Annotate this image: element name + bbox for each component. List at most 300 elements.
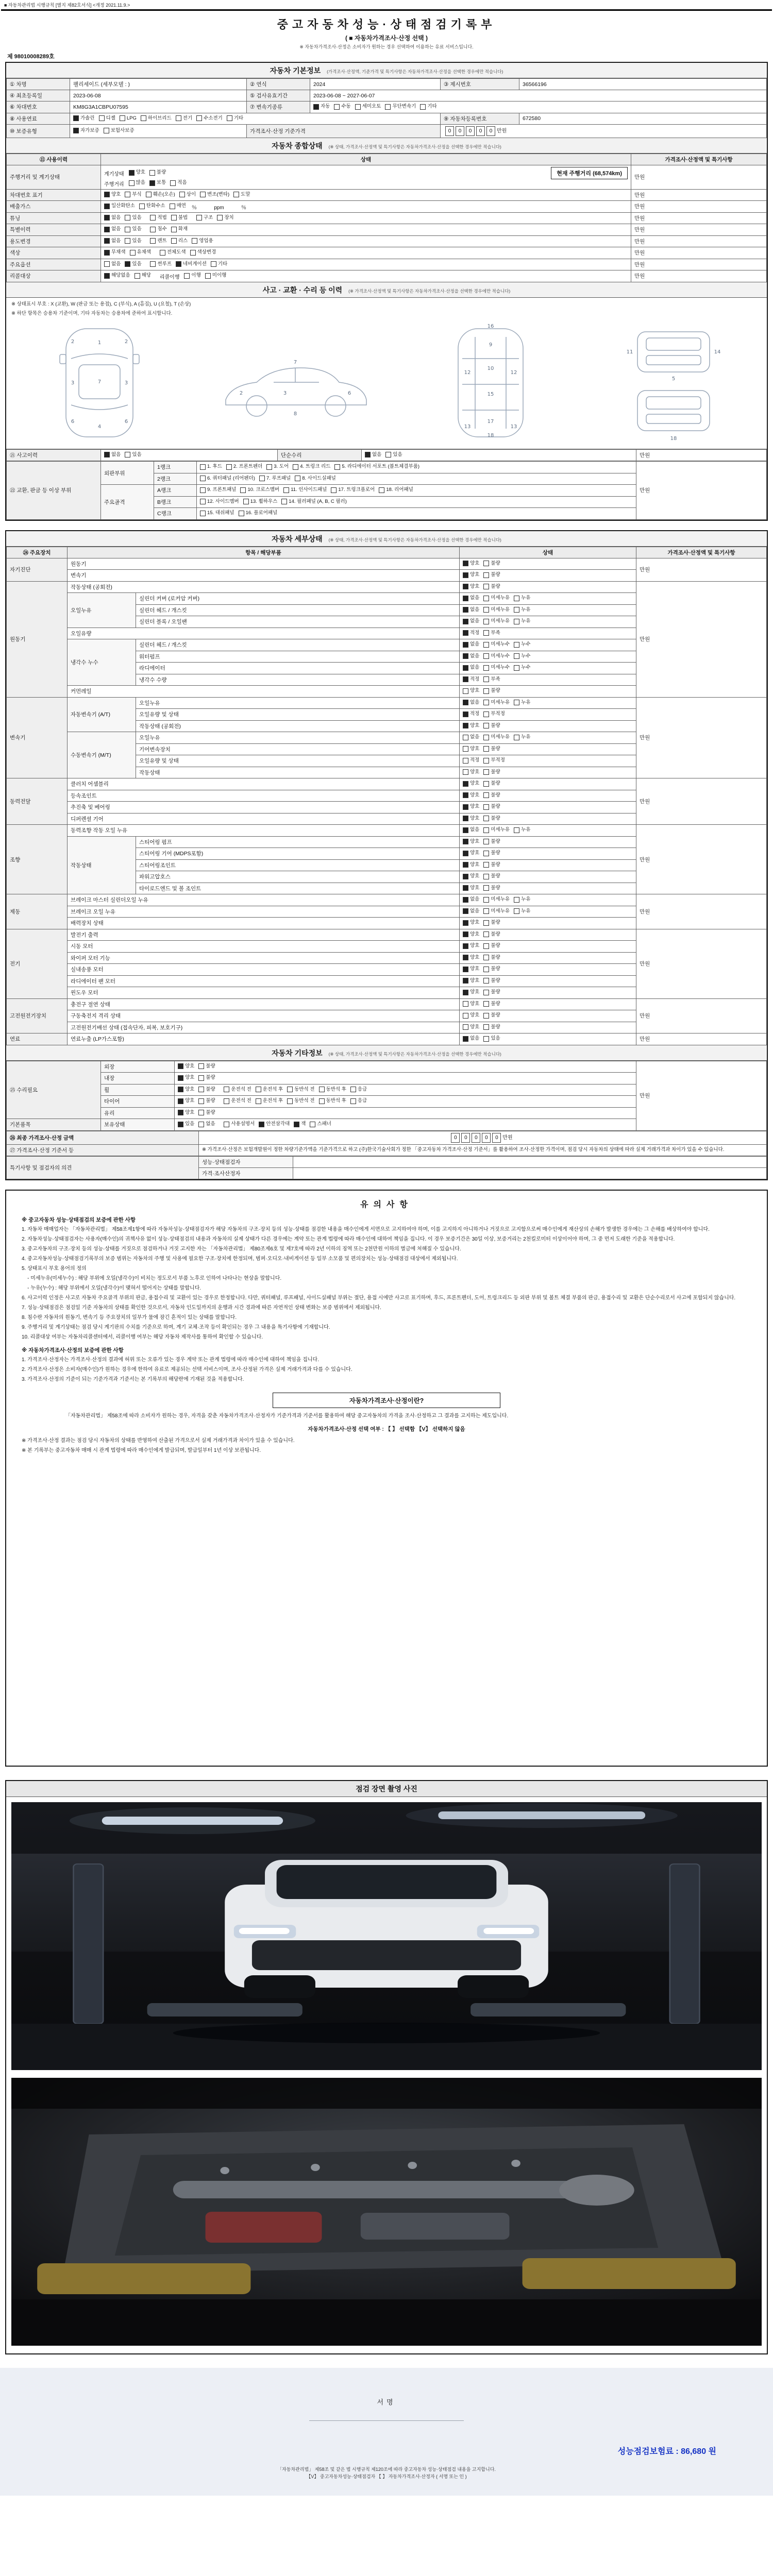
checkbox-icon — [483, 920, 489, 926]
checkbox-option[interactable] — [463, 850, 479, 856]
checkbox-option[interactable] — [141, 115, 172, 122]
svg-text:6: 6 — [347, 390, 351, 396]
checkbox-option[interactable] — [483, 641, 510, 648]
svg-text:3: 3 — [125, 380, 128, 386]
checkbox-option[interactable] — [139, 203, 165, 209]
checkbox-option[interactable] — [483, 978, 500, 984]
checkbox-option[interactable] — [99, 115, 115, 122]
checkbox-option[interactable] — [463, 711, 479, 717]
checkbox-option[interactable] — [483, 885, 500, 891]
checkbox-option[interactable] — [104, 452, 121, 458]
checkbox-icon — [178, 1110, 183, 1115]
checkbox-icon — [104, 452, 110, 457]
checkbox-option[interactable] — [129, 180, 145, 186]
checkbox-option[interactable] — [463, 816, 479, 822]
checkbox-option[interactable] — [483, 746, 500, 752]
checkbox-option[interactable] — [514, 595, 530, 601]
checkbox-option[interactable] — [463, 955, 479, 961]
checkbox-option[interactable] — [259, 476, 291, 482]
checkbox-option[interactable] — [256, 1087, 283, 1093]
checkbox-option[interactable] — [463, 584, 479, 590]
checkbox-option[interactable] — [355, 104, 381, 110]
brake-master-state — [460, 894, 636, 906]
checkbox-option[interactable] — [463, 630, 479, 636]
checkbox-option[interactable] — [266, 464, 289, 470]
section-detail-label: 자동차 세부상태 — [272, 534, 323, 543]
checkbox-option[interactable] — [178, 1121, 194, 1127]
checkbox-option[interactable] — [130, 249, 152, 256]
oil-leak-head-state — [460, 604, 636, 616]
checkbox-option[interactable] — [463, 746, 479, 752]
checkbox-label: 수소전기 — [204, 115, 223, 121]
checkbox-option[interactable] — [483, 816, 500, 822]
checkbox-option[interactable] — [104, 261, 121, 267]
checkbox-option[interactable] — [178, 1075, 194, 1081]
checkbox-option[interactable] — [196, 115, 223, 122]
checkbox-icon — [171, 215, 177, 221]
checkbox-option[interactable] — [483, 757, 505, 764]
checkbox-option[interactable] — [463, 607, 479, 613]
checkbox-option[interactable] — [463, 723, 479, 729]
checkbox-label: 없음 — [470, 606, 480, 613]
checkbox-label: 부족 — [491, 630, 500, 636]
item-label: 내장 — [101, 1073, 175, 1084]
checkbox-option[interactable] — [483, 943, 500, 949]
checkbox-option[interactable] — [217, 215, 233, 221]
checkbox-option[interactable] — [483, 1012, 500, 1019]
commonrail-state — [460, 686, 636, 698]
checkbox-option[interactable] — [196, 215, 213, 221]
checkbox-icon — [483, 897, 489, 903]
car-diagram-top-view — [35, 323, 164, 444]
checkbox-option[interactable] — [365, 452, 381, 458]
checkbox-option[interactable] — [483, 676, 500, 683]
checkbox-option[interactable] — [514, 827, 530, 833]
checkbox-icon — [463, 596, 468, 601]
checkbox-option[interactable] — [483, 955, 500, 961]
checkbox-option[interactable] — [514, 908, 530, 914]
checkbox-option[interactable] — [463, 966, 479, 972]
checkbox-option[interactable] — [135, 273, 151, 279]
checkbox-option[interactable] — [483, 792, 500, 799]
checkbox-option[interactable] — [334, 464, 419, 470]
checkbox-option[interactable] — [150, 215, 166, 221]
checkbox-option[interactable] — [129, 170, 145, 176]
checkbox-option[interactable] — [239, 510, 278, 516]
checkbox-icon — [125, 192, 130, 197]
emission-values: ％ ppm ％ — [191, 205, 247, 211]
checkbox-option[interactable] — [483, 862, 500, 868]
checkbox-option[interactable] — [205, 273, 227, 279]
sub-at: 자동변속기 (A/T) — [68, 697, 136, 732]
checkbox-option[interactable] — [104, 192, 121, 198]
checkbox-label: 불량 — [491, 769, 500, 775]
checkbox-option[interactable] — [463, 641, 479, 648]
checkbox-option[interactable] — [125, 261, 141, 267]
checkbox-option[interactable] — [256, 1098, 283, 1104]
checkbox-icon — [146, 192, 152, 197]
box-basic-overall-accident — [5, 62, 768, 521]
checkbox-option[interactable] — [463, 757, 479, 764]
checkbox-option[interactable] — [171, 226, 188, 232]
checkbox-option[interactable] — [463, 769, 479, 775]
checkbox-option[interactable] — [259, 1121, 290, 1127]
checkbox-option[interactable] — [385, 104, 416, 110]
item-label: 스티어링조인트 — [136, 859, 460, 871]
checkbox-option[interactable] — [463, 978, 479, 984]
checkbox-option[interactable] — [463, 561, 479, 567]
checkbox-option[interactable] — [463, 572, 479, 578]
checkbox-option[interactable] — [178, 1098, 194, 1104]
checkbox-label: 없음 — [206, 1121, 215, 1127]
checkbox-option[interactable] — [104, 226, 121, 232]
checkbox-label: 네비게이션 — [183, 261, 207, 267]
checkbox-option[interactable] — [104, 249, 126, 256]
checkbox-option[interactable] — [240, 487, 279, 493]
checkbox-option[interactable] — [243, 499, 278, 505]
checkbox-icon — [483, 630, 489, 636]
checkbox-option[interactable] — [319, 1087, 346, 1093]
checkbox-icon — [129, 170, 135, 176]
checkbox-option[interactable] — [483, 769, 500, 775]
basis-label: ㉗ 가격조사·산정 기준서 등 — [7, 1144, 199, 1156]
hv-wiring-state — [460, 1022, 636, 1033]
checkbox-option[interactable] — [463, 792, 479, 799]
checkbox-option[interactable] — [463, 700, 479, 706]
checkbox-option[interactable] — [233, 192, 250, 198]
notice-item: ※ 본 기록부는 중고자동차 매매 시 관계 법령에 따라 매수인에게 발급되며, 발급일부터 1년 이상 보관됩니다. — [22, 1448, 261, 1453]
checkbox-option[interactable] — [125, 192, 141, 198]
checkbox-option[interactable] — [483, 700, 510, 706]
checkbox-icon — [463, 758, 468, 764]
checkbox-option[interactable] — [198, 1087, 215, 1093]
car-diagram-underbody-view — [426, 323, 555, 444]
checkbox-option[interactable] — [211, 261, 227, 267]
special-history-cell — [101, 224, 631, 236]
checkbox-option[interactable] — [125, 238, 141, 244]
checkbox-option[interactable] — [200, 192, 229, 198]
checkbox-option[interactable] — [483, 1036, 500, 1042]
checkbox-option[interactable] — [514, 641, 530, 648]
checkbox-option[interactable] — [514, 653, 530, 659]
checkbox-option[interactable] — [200, 499, 239, 505]
checkbox-option[interactable] — [483, 561, 500, 567]
checkbox-option[interactable] — [463, 908, 479, 914]
checkbox-option[interactable] — [483, 804, 500, 810]
coolant-waterpump-state — [460, 651, 636, 663]
checkbox-option[interactable] — [463, 676, 479, 683]
checkbox-option[interactable] — [146, 192, 175, 198]
checkbox-icon — [104, 261, 110, 267]
checkbox-option[interactable] — [198, 1121, 215, 1127]
checkbox-option[interactable] — [125, 226, 141, 232]
checkbox-option[interactable] — [179, 192, 196, 198]
checkbox-option[interactable] — [463, 827, 479, 833]
section-basic-label: 자동차 기본정보 — [270, 66, 321, 75]
checkbox-label: 양호 — [185, 1109, 195, 1115]
checkbox-option[interactable] — [104, 273, 130, 279]
device-transmission: 변속기 — [7, 697, 68, 778]
brake-oil-leak-state — [460, 906, 636, 918]
price-cell: 만원 — [631, 224, 767, 236]
checkbox-icon — [483, 1001, 489, 1007]
checkbox-option[interactable] — [463, 1012, 479, 1019]
checkbox-option[interactable] — [483, 989, 500, 995]
checkbox-option[interactable] — [463, 595, 479, 601]
checkbox-label: 스패너 — [317, 1121, 331, 1127]
checkbox-option[interactable] — [227, 115, 243, 122]
checkbox-label: 양호 — [470, 560, 480, 566]
checkbox-icon — [483, 758, 489, 764]
checkbox-icon — [463, 723, 468, 728]
price-digit-box: 0 — [482, 1133, 491, 1143]
checkbox-option[interactable] — [200, 510, 234, 516]
checkbox-option[interactable] — [463, 804, 479, 810]
checkbox-icon — [483, 688, 489, 694]
checkbox-option[interactable] — [379, 487, 413, 493]
checkbox-option[interactable] — [483, 781, 500, 787]
price-digit-box: 0 — [492, 1133, 501, 1143]
checkbox-option[interactable] — [178, 1087, 194, 1093]
checkbox-label: 미세누유 — [491, 618, 510, 624]
checkbox-label: 불량 — [491, 792, 500, 798]
checkbox-option[interactable] — [483, 711, 505, 717]
checkbox-option[interactable] — [463, 989, 479, 995]
checkbox-option[interactable] — [198, 1075, 215, 1081]
checkbox-option[interactable] — [483, 920, 500, 926]
checkbox-option[interactable] — [281, 499, 347, 505]
checkbox-option[interactable] — [287, 1087, 314, 1093]
checkbox-label: 탄화수소 — [146, 203, 165, 209]
device-fuel: 연료 — [7, 1033, 68, 1045]
checkbox-option[interactable] — [176, 261, 207, 267]
differential-state — [460, 813, 636, 825]
checkbox-option[interactable] — [463, 653, 479, 659]
checkbox-option[interactable] — [385, 452, 402, 458]
checkbox-icon — [104, 215, 110, 221]
checkbox-option[interactable] — [514, 896, 530, 903]
checkbox-option[interactable] — [224, 1098, 251, 1104]
checkbox-option[interactable] — [463, 885, 479, 891]
checkbox-option[interactable] — [104, 203, 135, 209]
checkbox-option[interactable] — [120, 115, 137, 122]
checkbox-label: 부족 — [491, 676, 500, 682]
checkbox-option[interactable] — [463, 896, 479, 903]
checkbox-label: 디젤 — [106, 115, 115, 121]
checkbox-option[interactable] — [514, 700, 530, 706]
checkbox-label: 영업용 — [199, 238, 213, 244]
checkbox-option[interactable] — [483, 931, 500, 938]
checkbox-option[interactable] — [483, 908, 510, 914]
checkbox-option[interactable] — [125, 452, 141, 458]
checkbox-label: 누유 — [521, 827, 531, 833]
checkbox-option[interactable] — [463, 920, 479, 926]
checkbox-option[interactable] — [483, 572, 500, 578]
checkbox-option[interactable] — [283, 487, 327, 493]
checkbox-option[interactable] — [178, 1110, 194, 1116]
checkbox-option[interactable] — [176, 115, 192, 122]
checkbox-label: 썬루프 — [157, 261, 172, 267]
checkbox-option[interactable] — [190, 249, 216, 256]
checkbox-option[interactable] — [463, 665, 479, 671]
checkbox-option[interactable] — [150, 226, 166, 232]
checkbox-option[interactable] — [483, 584, 500, 590]
checkbox-option[interactable] — [483, 896, 510, 903]
checkbox-option[interactable] — [149, 170, 166, 176]
usage-change-cell — [101, 235, 631, 247]
checkbox-option[interactable] — [198, 1110, 215, 1116]
checkbox-option[interactable] — [463, 873, 479, 879]
checkbox-option[interactable] — [483, 734, 510, 740]
checkbox-option[interactable] — [514, 665, 530, 671]
form-reference: ■ 자동차관리법 시행규칙 [별지 제82호서식] <개정 2021.11.9.> — [4, 3, 130, 8]
checkbox-option[interactable] — [149, 180, 166, 186]
checkbox-option[interactable] — [319, 1098, 346, 1104]
checkbox-option[interactable] — [463, 931, 479, 938]
document-number: 제 98010008289호 — [7, 54, 55, 60]
checkbox-icon — [514, 908, 519, 914]
checkbox-icon — [200, 192, 206, 197]
checkbox-option[interactable] — [483, 653, 510, 659]
checkbox-option[interactable] — [200, 464, 222, 470]
checkbox-label: 양호 — [470, 722, 480, 728]
checkbox-option[interactable] — [514, 618, 530, 624]
checkbox-option[interactable] — [463, 1036, 479, 1042]
checkbox-option[interactable] — [463, 618, 479, 624]
checkbox-option[interactable] — [463, 943, 479, 949]
checkbox-option[interactable] — [350, 1087, 367, 1093]
svg-text:18: 18 — [670, 435, 677, 442]
checkbox-option[interactable] — [483, 595, 510, 601]
basic-items-cell — [175, 1119, 636, 1131]
checkbox-icon — [313, 104, 319, 110]
rankC-parts — [197, 508, 636, 520]
checkbox-option[interactable] — [420, 104, 436, 110]
checkbox-icon — [514, 827, 519, 833]
checkbox-option[interactable] — [463, 734, 479, 740]
checkbox-icon — [104, 128, 109, 133]
checkbox-option[interactable] — [224, 1087, 251, 1093]
checkbox-option[interactable] — [295, 476, 336, 482]
checkbox-label: 하이브리드 — [147, 115, 172, 121]
checkbox-label: 운전석 후 — [262, 1086, 283, 1092]
checkbox-icon — [259, 476, 265, 481]
checkbox-option[interactable] — [483, 827, 510, 833]
checkbox-option[interactable] — [294, 1121, 306, 1127]
checkbox-option[interactable] — [287, 1098, 314, 1104]
field-label: ④ 최초등록일 — [7, 90, 70, 101]
signature-area[interactable] — [41, 2397, 732, 2421]
checkbox-option[interactable] — [150, 238, 166, 244]
checkbox-label: 미세누유 — [491, 908, 510, 914]
checkbox-option[interactable] — [170, 180, 187, 186]
transmission-type-checks — [310, 101, 767, 113]
checkbox-option[interactable] — [293, 464, 330, 470]
checkbox-option[interactable] — [334, 104, 350, 110]
checkbox-option[interactable] — [125, 215, 141, 221]
field-label: ⑩ 보증유형 — [7, 125, 70, 138]
checkbox-option[interactable] — [104, 128, 135, 134]
checkbox-option[interactable] — [200, 476, 255, 482]
checkbox-option[interactable] — [483, 688, 500, 694]
checkbox-label: 양호 — [470, 815, 480, 821]
checkbox-option[interactable] — [73, 128, 99, 134]
checkbox-icon — [334, 104, 340, 110]
checkbox-option[interactable] — [483, 873, 500, 879]
checkbox-option[interactable] — [463, 1001, 479, 1007]
checkbox-icon — [483, 792, 489, 798]
checkbox-option[interactable] — [483, 850, 500, 856]
checkbox-option[interactable] — [463, 862, 479, 868]
notice-item: ※ 가격조사·산정 결과는 점검 당시 자동차의 상태를 반영하여 산출된 가격으로서 실제 거래가격과 차이가 있을 수 있습니다. — [22, 1438, 295, 1444]
checkbox-option[interactable] — [200, 487, 236, 493]
checkbox-option[interactable] — [160, 249, 186, 256]
checkbox-option[interactable] — [313, 104, 330, 110]
checkbox-option[interactable] — [198, 1063, 215, 1070]
checkbox-option[interactable] — [224, 1121, 255, 1127]
checkbox-option[interactable] — [483, 607, 510, 613]
mt-work-state — [460, 767, 636, 778]
checkbox-option[interactable] — [483, 618, 510, 624]
checkbox-option[interactable] — [150, 261, 172, 267]
checkbox-label: 불량 — [491, 722, 500, 728]
section-etc-label: 자동차 기타정보 — [272, 1048, 323, 1057]
checkbox-icon — [483, 781, 489, 787]
checkbox-icon — [150, 238, 156, 244]
checkbox-icon — [198, 1098, 204, 1104]
checkbox-option[interactable] — [463, 688, 479, 694]
checkbox-option[interactable] — [483, 630, 500, 636]
checkbox-option[interactable] — [104, 238, 121, 244]
checkbox-option[interactable] — [226, 464, 262, 470]
checkbox-option[interactable] — [73, 115, 95, 122]
checkbox-icon — [483, 700, 489, 705]
checkbox-option[interactable] — [483, 1024, 500, 1030]
checkbox-option[interactable] — [483, 723, 500, 729]
checkbox-option[interactable] — [350, 1098, 367, 1104]
checkbox-option[interactable] — [483, 665, 510, 671]
checkbox-option[interactable] — [178, 1063, 194, 1070]
checkbox-label: 상이 — [186, 191, 196, 197]
checkbox-option[interactable] — [170, 203, 186, 209]
checkbox-label: 없음 — [470, 641, 480, 647]
checkbox-option[interactable] — [463, 1024, 479, 1030]
checkbox-option[interactable] — [171, 238, 188, 244]
checkbox-option[interactable] — [184, 273, 200, 279]
checkbox-option[interactable] — [463, 781, 479, 787]
checkbox-icon — [256, 1087, 261, 1092]
checkbox-option[interactable] — [514, 734, 530, 740]
cv-joint-state — [460, 790, 636, 802]
checkbox-option[interactable] — [483, 1001, 500, 1007]
checkbox-option[interactable] — [331, 487, 375, 493]
checkbox-option[interactable] — [514, 607, 530, 613]
checkbox-label: 매연 — [176, 203, 186, 209]
checkbox-label: 없음 — [111, 238, 121, 244]
checkbox-option[interactable] — [104, 215, 121, 221]
checkbox-label: 불량 — [206, 1075, 215, 1080]
checkbox-option[interactable] — [192, 238, 213, 244]
checkbox-option[interactable] — [483, 839, 500, 845]
checkbox-option[interactable] — [483, 966, 500, 972]
checkbox-option[interactable] — [171, 215, 188, 221]
checkbox-icon — [226, 464, 232, 470]
checkbox-option[interactable] — [198, 1098, 215, 1104]
checkbox-option[interactable] — [463, 839, 479, 845]
checkbox-icon — [295, 476, 300, 481]
item-label: 디퍼렌셜 기어 — [68, 813, 460, 825]
checkbox-option[interactable] — [310, 1121, 331, 1127]
